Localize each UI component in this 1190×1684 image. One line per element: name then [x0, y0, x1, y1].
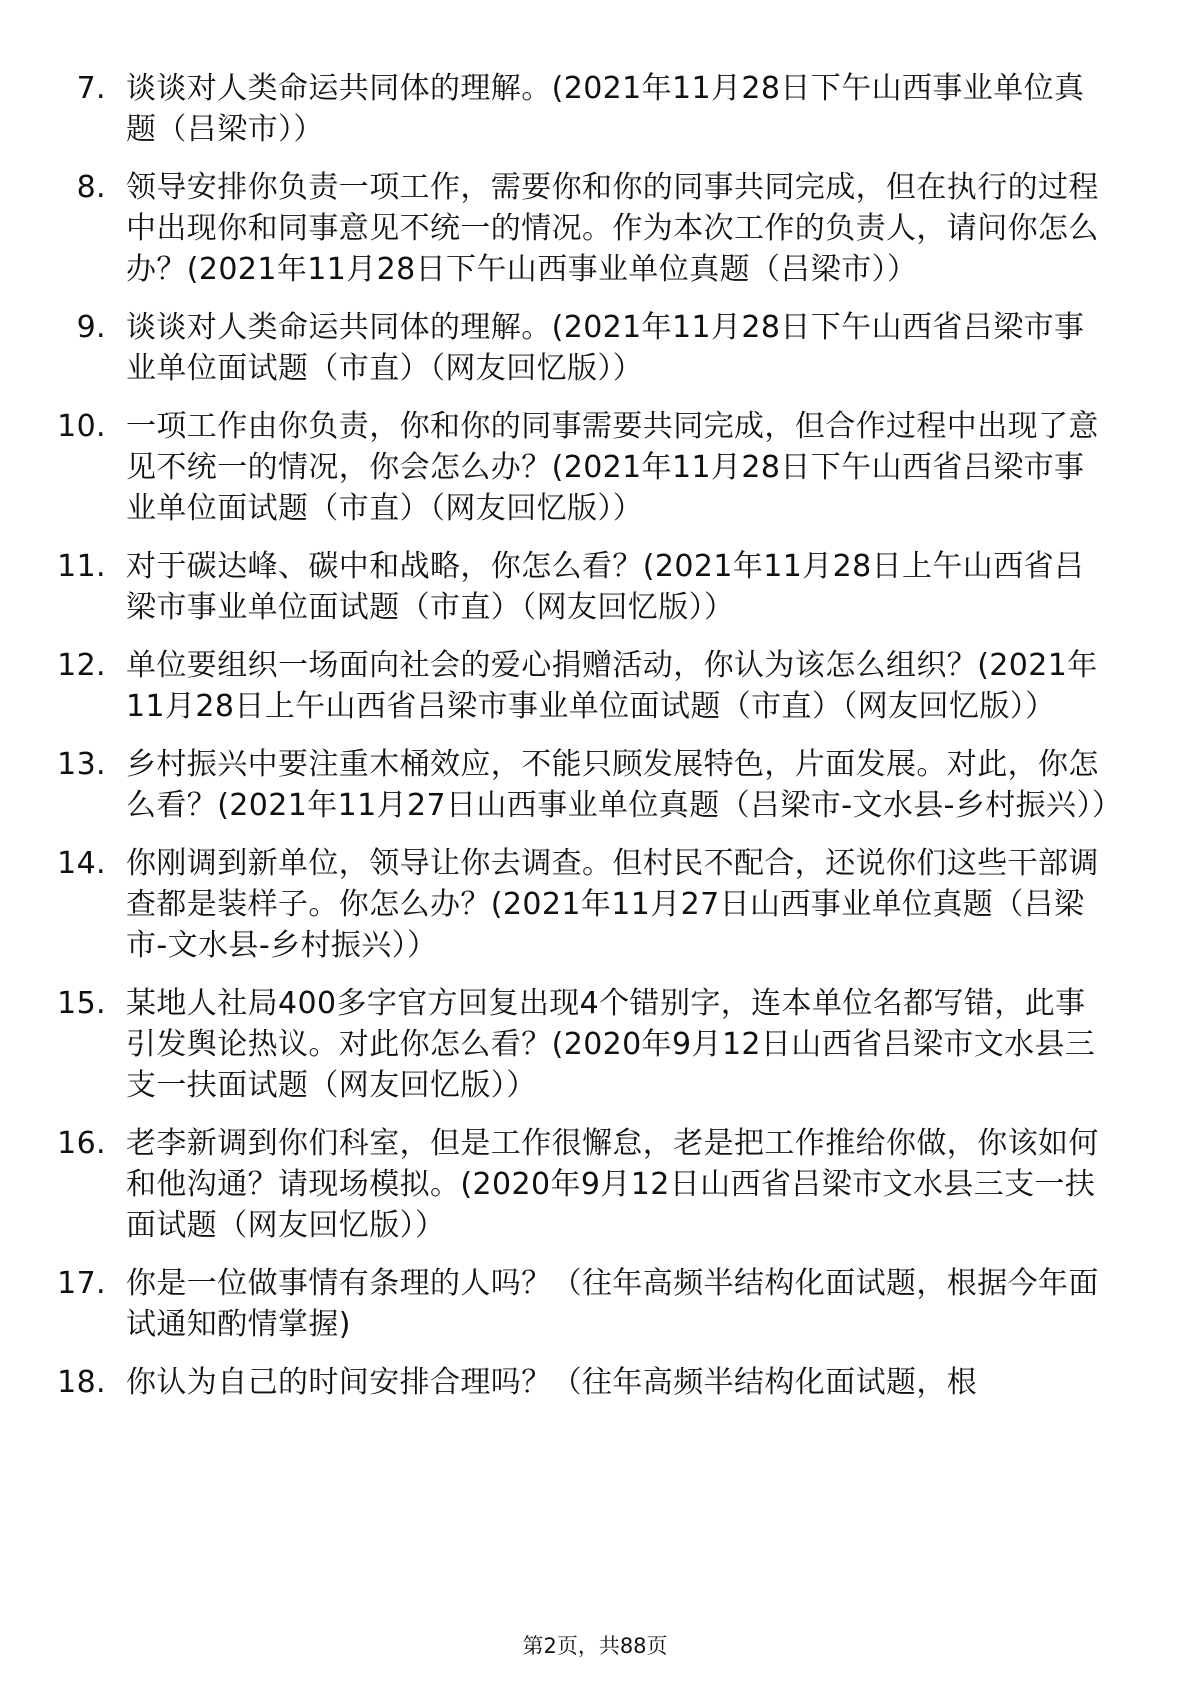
question-number: 13.: [57, 747, 106, 782]
question-item-18: [0, 1362, 1190, 1403]
question-list: [0, 68, 1190, 1420]
question-item-16: [0, 1123, 1190, 1246]
question-text: 领导安排你负责一项工作，需要你和你的同事共同完成，但在执行的过程中出现你和同事意见不统一的情况。作为本次工作的负责人，请问你怎么办？(2021年11月28日下午山西事业单位真题（吕梁市））: [126, 170, 1099, 287]
question-text: 你刚调到新单位，领导让你去调查。但村民不配合，还说你们这些干部调查都是装样子。你怎么办？(2021年11月27日山西事业单位真题（吕梁市-文水县-乡村振兴））: [126, 846, 1099, 963]
question-text: 对于碳达峰、碳中和战略，你怎么看？(2021年11月28日上午山西省吕梁市事业单位面试题（市直）（网友回忆版））: [126, 549, 1085, 625]
question-text: 一项工作由你负责，你和你的同事需要共同完成，但合作过程中出现了意见不统一的情况，你会怎么办？(2021年11月28日下午山西省吕梁市事业单位面试题（市直）（网友回忆版））: [126, 409, 1099, 526]
question-number: 7.: [76, 71, 106, 106]
question-text: 你认为自己的时间安排合理吗？（往年高频半结构化面试题，根: [126, 1365, 978, 1400]
page-footer: 第2页，共88页: [522, 1634, 668, 1658]
question-item-13: [0, 744, 1190, 826]
question-number: 14.: [57, 846, 106, 881]
question-number: 16.: [57, 1126, 106, 1161]
question-number: 10.: [57, 409, 106, 444]
question-number: 12.: [57, 648, 106, 683]
question-item-15: [0, 983, 1190, 1106]
question-text: 单位要组织一场面向社会的爱心捐赠活动，你认为该怎么组织？(2021年11月28日上午山西省吕梁市事业单位面试题（市直）（网友回忆版））: [126, 648, 1098, 724]
question-number: 17.: [57, 1266, 106, 1301]
question-item-8: [0, 167, 1190, 290]
question-item-9: [0, 307, 1190, 389]
question-item-12: [0, 645, 1190, 727]
question-number: 9.: [76, 310, 106, 345]
question-text: 某地人社局400多字官方回复出现4个错别字，连本单位名都写错，此事引发舆论热议。对此你怎么看？(2020年9月12日山西省吕梁市文水县三支一扶面试题（网友回忆版））: [126, 986, 1096, 1103]
question-text: 你是一位做事情有条理的人吗？（往年高频半结构化面试题，根据今年面试通知酌情掌握): [126, 1266, 1099, 1342]
question-text: 谈谈对人类命运共同体的理解。(2021年11月28日下午山西事业单位真题（吕梁市））: [126, 71, 1085, 147]
question-item-11: [0, 546, 1190, 628]
question-text: 老李新调到你们科室，但是工作很懈怠，老是把工作推给你做，你该如何和他沟通？请现场模拟。(2020年9月12日山西省吕梁市文水县三支一扶面试题（网友回忆版））: [126, 1126, 1099, 1243]
question-text: 乡村振兴中要注重木桶效应，不能只顾发展特色，片面发展。对此，你怎么看？(2021年11月27日山西事业单位真题（吕梁市-文水县-乡村振兴））: [126, 747, 1123, 823]
question-item-10: [0, 406, 1190, 529]
question-number: 15.: [57, 986, 106, 1021]
question-item-14: [0, 843, 1190, 966]
question-item-7: [0, 68, 1190, 150]
question-text: 谈谈对人类命运共同体的理解。(2021年11月28日下午山西省吕梁市事业单位面试题（市直）（网友回忆版））: [126, 310, 1085, 386]
question-number: 18.: [57, 1365, 106, 1400]
question-number: 8.: [76, 170, 106, 205]
question-item-17: [0, 1263, 1190, 1345]
question-number: 11.: [57, 549, 106, 584]
